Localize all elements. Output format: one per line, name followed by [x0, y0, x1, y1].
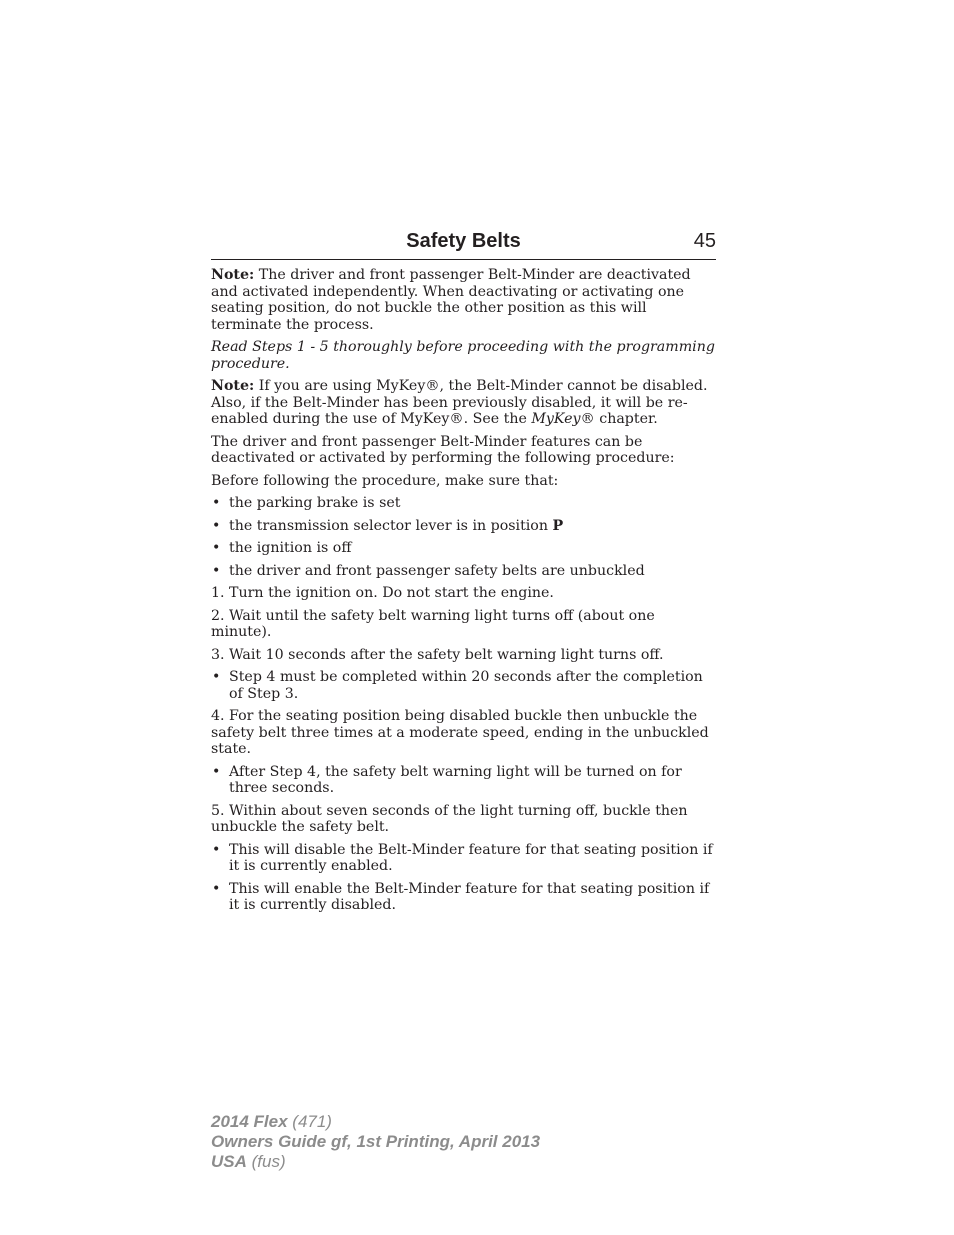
- footer-printing-line: Owners Guide gf, 1st Printing, April 2013: [211, 1132, 541, 1151]
- page-number: 45: [693, 230, 716, 252]
- bullet-icon: •: [212, 540, 221, 556]
- step-2: 2. Wait until the safety belt warning light turns off (about one minute).: [211, 607, 655, 640]
- bullet-icon: •: [212, 880, 221, 897]
- step-4: 4. For the seating position being disabled buckle then unbuckle the safety belt three times at a moderate speed, ending in the unbuckled state.: [211, 708, 709, 757]
- read-steps-instruction: Read Steps 1 - 5 thoroughly before proceeding with the programming procedure.: [211, 339, 715, 372]
- list-item: • the parking brake is set: [212, 495, 401, 511]
- bullet-icon: •: [212, 517, 221, 534]
- footer-model-line: 2014 Flex (471): [211, 1112, 332, 1131]
- list-item: • Step 4 must be completed within 20 seconds after the completion of Step 3.: [212, 669, 703, 702]
- before-paragraph: Before following the procedure, make sure that:: [211, 472, 559, 489]
- list-item: • the driver and front passenger safety belts are unbuckled: [212, 562, 645, 579]
- bullet-icon: •: [212, 763, 221, 780]
- note-text: chapter.: [594, 411, 658, 427]
- bullet-icon: •: [212, 669, 221, 685]
- intro-paragraph: The driver and front passenger Belt-Minder features can be deactivated or activated by performing the following procedure:: [211, 433, 675, 466]
- list-item: • After Step 4, the safety belt warning light will be turned on for three seconds.: [212, 763, 682, 796]
- step-1: 1. Turn the ignition on. Do not start the engine.: [211, 585, 554, 601]
- list-item: • This will disable the Belt-Minder feature for that seating position if it is currently enabled.: [212, 841, 713, 874]
- page-body: [211, 267, 716, 920]
- section-title: Safety Belts: [406, 230, 521, 252]
- bullet-icon: •: [212, 495, 221, 511]
- footer-region-line: USA (fus): [211, 1152, 286, 1171]
- page-header: [211, 228, 716, 260]
- note-paragraph-2: [211, 378, 716, 428]
- bullet-icon: •: [212, 841, 221, 858]
- note-text: The driver and front passenger Belt-Minder are deactivated and activated independently. When deactivating or activating one seating position, do not buckle the other position as this will terminate the process.: [211, 267, 691, 333]
- step-3: 3. Wait 10 seconds after the safety belt warning light turns off.: [211, 646, 664, 663]
- note-label: Note:: [211, 378, 255, 394]
- list-item: • the transmission selector lever is in position P: [212, 517, 564, 534]
- list-item: • This will enable the Belt-Minder feature for that seating position if it is currently disabled.: [212, 880, 710, 913]
- page-footer: [211, 1112, 540, 1172]
- bullet-icon: •: [212, 562, 221, 579]
- note-text: If you are using MyKey®, the Belt-Minder cannot be disabled. Also, if the Belt-Minder has been previously disabled, it will be re-enabled during the use of MyKey®. See the: [211, 378, 708, 427]
- mykey-chapter-reference: MyKey®: [531, 411, 595, 427]
- note-paragraph-1: [211, 267, 716, 333]
- gear-position-letter: P: [552, 517, 564, 534]
- note-label: Note:: [211, 267, 255, 283]
- list-item: • the ignition is off: [212, 540, 352, 556]
- step-5: 5. Within about seven seconds of the light turning off, buckle then unbuckle the safety belt.: [211, 802, 688, 835]
